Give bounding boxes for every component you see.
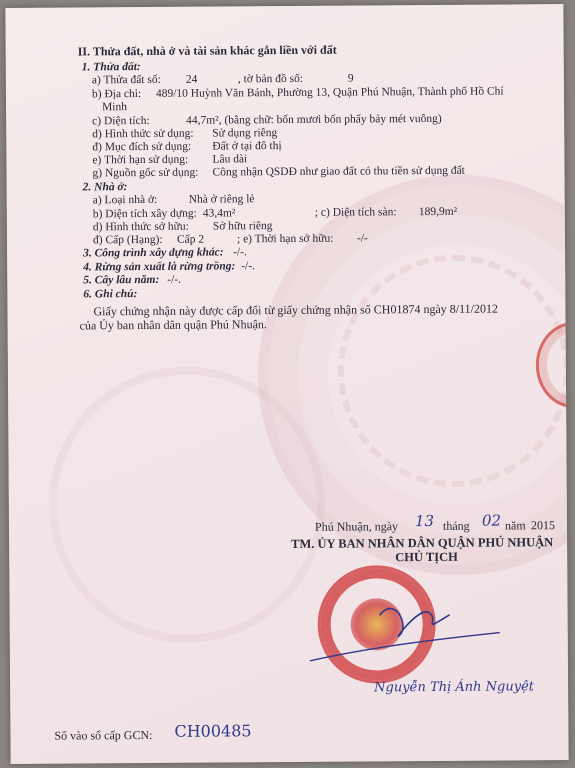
item3-value: -/-. bbox=[233, 246, 247, 259]
house-c-label: ; c) Diện tích sàn: bbox=[314, 206, 397, 219]
notes-heading: 6. Ghi chú: bbox=[83, 288, 138, 301]
signer-name: Nguyễn Thị Ánh Nguyệt bbox=[374, 679, 535, 696]
notes-line1: Giấy chứng nhận này được cấp đổi từ giấy chứng nhận số CH01874 ngày 8/11/2012 bbox=[93, 301, 499, 319]
land-d-label: d) Hình thức sử dụng: bbox=[92, 127, 194, 141]
land-area: 44,7m², (bằng chữ: bốn mươi bốn phẩy bảy mét vuông) bbox=[186, 112, 442, 127]
house-ownership-term: -/- bbox=[356, 232, 368, 245]
signer-title: CHỦ TỊCH bbox=[395, 549, 458, 565]
land-usage-purpose: Đất ở tại đô thị bbox=[212, 140, 282, 153]
section-title: II. Thửa đất, nhà ở và tài sản khác gắn liền với đất bbox=[77, 42, 337, 59]
house-ownership-form: Sở hữu riêng bbox=[212, 220, 273, 233]
land-usage-term: Lâu dài bbox=[212, 153, 248, 166]
watermark-ring bbox=[337, 254, 569, 488]
house-heading: 2. Nhà ở: bbox=[82, 181, 128, 194]
land-address-line2: Minh bbox=[102, 101, 128, 114]
month-label: tháng bbox=[442, 518, 470, 533]
land-dd-label: đ) Mục đích sử dụng: bbox=[92, 140, 192, 154]
land-address-line1: 489/10 Huỳnh Văn Bánh, Phường 13, Quận Phú Nhuận, Thành phố Hồ Chí bbox=[155, 85, 504, 100]
land-map-label: , tờ bản đồ số: bbox=[237, 72, 304, 86]
item4-value: -/-. bbox=[241, 260, 255, 273]
date-year: 2015 bbox=[530, 518, 556, 533]
date-day: 13 bbox=[414, 511, 435, 531]
land-b-label: b) Địa chỉ: bbox=[91, 88, 142, 101]
signature-scribble bbox=[299, 584, 510, 665]
house-built-area: 43,4m² bbox=[202, 207, 236, 220]
land-parcel-number: 24 bbox=[185, 73, 198, 86]
item3-label: 3. Công trình xây dựng khác: bbox=[83, 246, 224, 260]
date-month: 02 bbox=[481, 511, 502, 530]
place-date-prefix: Phú Nhuận, ngày bbox=[314, 519, 399, 534]
land-c-label: c) Diện tích: bbox=[92, 114, 150, 128]
house-a-label: a) Loại nhà ở: bbox=[92, 193, 158, 207]
registry-number: CH00485 bbox=[174, 721, 252, 741]
house-floor-area: 189,9m² bbox=[418, 205, 458, 219]
land-heading: 1. Thửa đất: bbox=[81, 61, 141, 74]
house-e-label: ; e) Thời hạn sở hữu: bbox=[236, 232, 334, 246]
watermark-ring-left bbox=[48, 366, 326, 644]
house-d-label: d) Hình thức sở hữu: bbox=[92, 220, 189, 234]
year-label: năm bbox=[504, 518, 526, 533]
land-g-label: g) Nguồn gốc sử dụng: bbox=[92, 166, 199, 180]
item5-value: -/-. bbox=[167, 273, 182, 286]
house-dd-label: đ) Cấp (Hạng): bbox=[92, 233, 163, 247]
land-usage-origin: Công nhận QSDĐ như giao đất có thu tiền sử dụng đất bbox=[212, 164, 465, 179]
issuing-organization: TM. ỦY BAN NHÂN DÂN QUẬN PHÚ NHUẬN bbox=[291, 535, 554, 551]
house-grade: Cấp 2 bbox=[176, 233, 205, 246]
land-a-label: a) Thửa đất số: bbox=[91, 73, 161, 87]
land-e-label: e) Thời hạn sử dụng: bbox=[92, 153, 189, 167]
house-type: Nhà ở riêng lẻ bbox=[188, 193, 255, 206]
certificate-page bbox=[5, 4, 568, 764]
notes-line2: của Ủy ban nhân dân quận Phú Nhuận. bbox=[79, 317, 267, 333]
item5-label: 5. Cây lâu năm: bbox=[83, 273, 160, 287]
house-b-label: b) Diện tích xây dựng: bbox=[92, 207, 197, 221]
item4-label: 4. Rừng sản xuất là rừng trồng: bbox=[83, 260, 236, 274]
land-usage-form: Sử dụng riêng bbox=[212, 127, 278, 140]
registry-label: Số vào sổ cấp GCN: bbox=[54, 727, 153, 743]
land-map-number: 9 bbox=[347, 72, 354, 85]
